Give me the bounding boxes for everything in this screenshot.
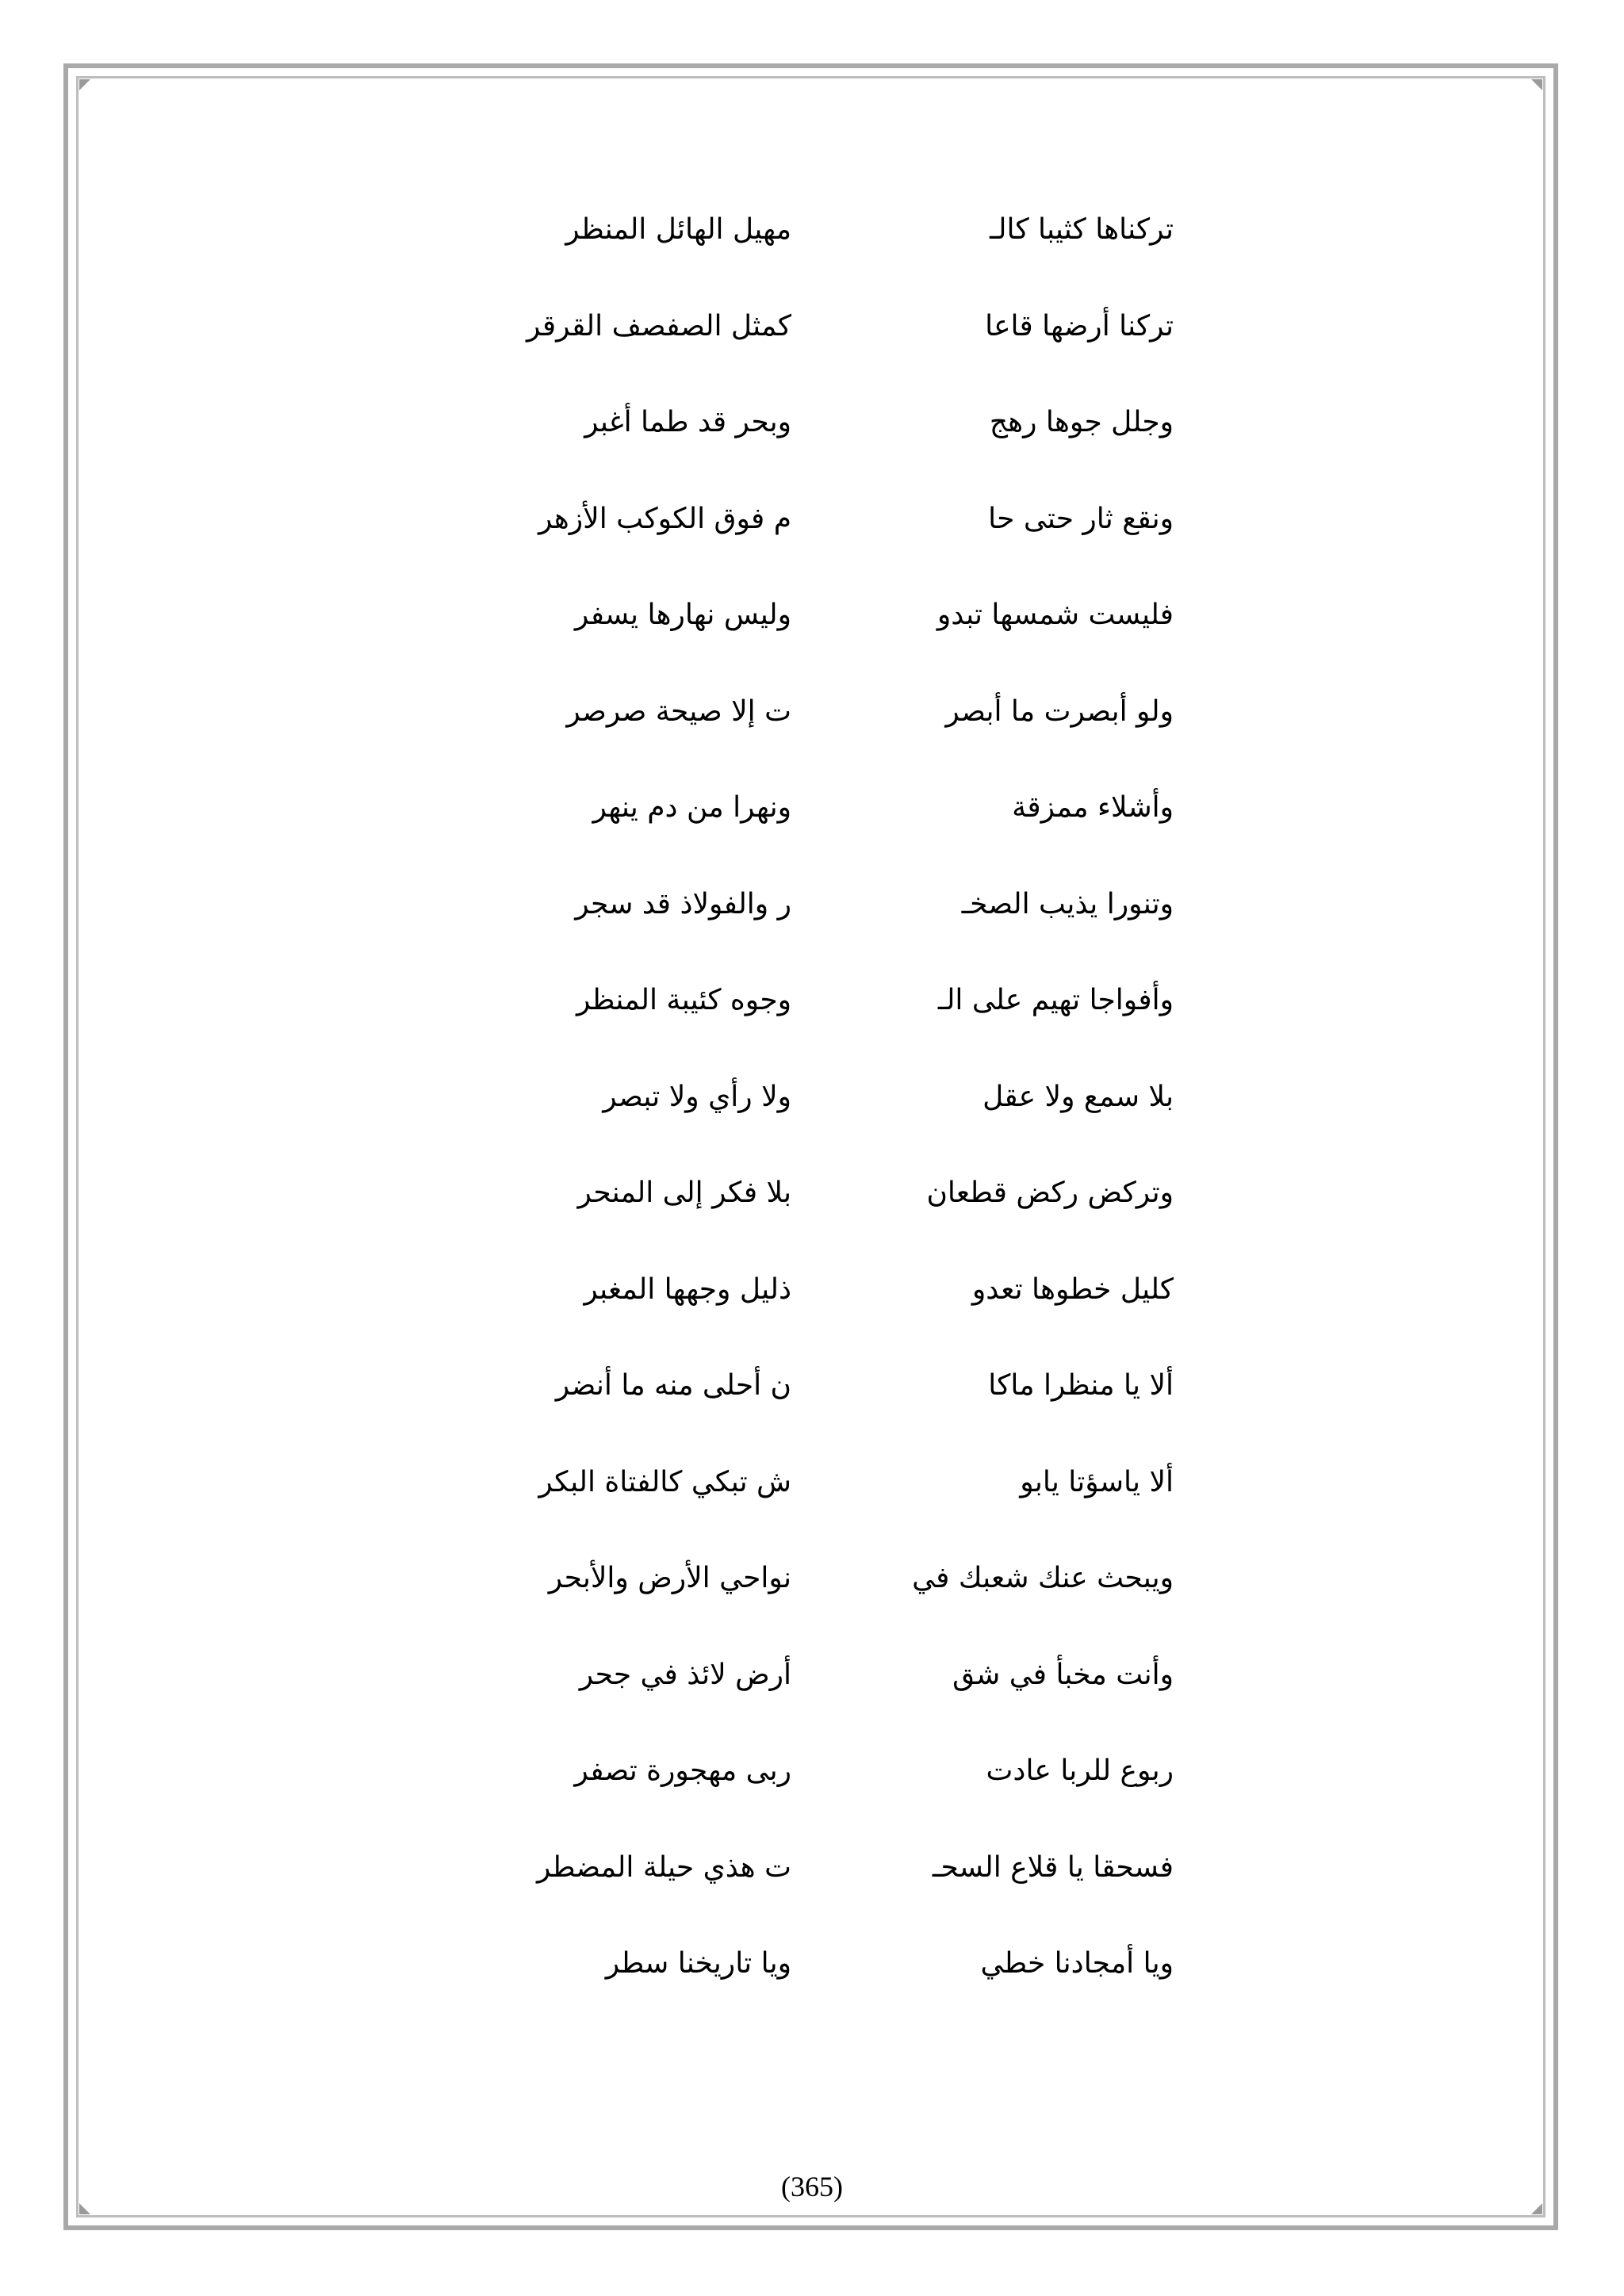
verse-second-hemistich: ولا رأي ولا تبصر: [603, 1080, 791, 1113]
verse: [474, 983, 1174, 1080]
verse-second-hemistich: ت إلا صيحة صرصر: [566, 695, 791, 728]
verse-second-hemistich: ش تبكي كالفتاة البكر: [538, 1465, 791, 1498]
verse-second-hemistich: ذليل وجهها المغبر: [584, 1272, 791, 1306]
verse-first-hemistich: فليست شمسها تبدو: [936, 599, 1174, 631]
verse-second-hemistich: ربى مهجورة تصفر: [574, 1755, 791, 1787]
corner-ornament-top-right: [1531, 79, 1542, 90]
verse-first-hemistich: وأشلاء ممزقة: [1012, 791, 1174, 824]
verse: [474, 1465, 1174, 1562]
verse: [474, 212, 1174, 309]
verse: [474, 1754, 1174, 1850]
verse-first-hemistich: بلا سمع ولا عقل: [982, 1080, 1174, 1113]
corner-ornament-bottom-right: [1531, 2203, 1542, 2214]
verse: [474, 790, 1174, 887]
verse: [474, 502, 1174, 599]
verse-first-hemistich: تركنا أرضها قاعا: [985, 309, 1174, 342]
verse-second-hemistich: مهيل الهائل المنظر: [565, 213, 791, 246]
verse-second-hemistich: وليس نهارها يسفر: [574, 599, 791, 631]
verse-first-hemistich: وأنت مخبأ في شق: [952, 1658, 1174, 1691]
verse: [474, 1080, 1174, 1177]
verse: [474, 1850, 1174, 1947]
verse: [474, 887, 1174, 984]
page-number: (365): [781, 2171, 843, 2202]
verse-first-hemistich: فسحقا يا قلاع السحـ: [932, 1850, 1174, 1884]
verse-second-hemistich: بلا فكر إلى المنحر: [577, 1177, 791, 1209]
verse-first-hemistich: ربوع للربا عادت: [986, 1755, 1174, 1787]
verse-first-hemistich: وجلل جوها رهج: [989, 406, 1174, 438]
verse-second-hemistich: وبحر قد طما أغبر: [584, 406, 791, 438]
verse: [474, 1561, 1174, 1658]
verse-second-hemistich: ت هذي حيلة المضطر: [536, 1850, 791, 1884]
verse-second-hemistich: أرض لائذ في جحر: [579, 1658, 791, 1691]
verse: [474, 1176, 1174, 1272]
verse-first-hemistich: ويا أمجادنا خطي: [980, 1947, 1174, 1980]
verse-second-hemistich: ر والفولاذ قد سجر: [575, 887, 791, 920]
verse-second-hemistich: م فوق الكوكب الأزهر: [538, 502, 791, 535]
poem: [474, 212, 1174, 2043]
verse-second-hemistich: نواحي الأرض والأبحر: [548, 1562, 791, 1594]
verse: [474, 598, 1174, 695]
verse-first-hemistich: ويبحث عنك شعبك في: [912, 1562, 1174, 1594]
verse-second-hemistich: ن أحلى منه ما أنضر: [555, 1369, 791, 1402]
verse-first-hemistich: وتنورا يذيب الصخـ: [961, 887, 1174, 920]
verse-second-hemistich: ويا تاريخنا سطر: [605, 1947, 791, 1980]
verse-second-hemistich: ونهرا من دم ينهر: [592, 791, 791, 824]
corner-ornament-bottom-left: [79, 2203, 90, 2214]
verse-first-hemistich: كليل خطوها تعدو: [971, 1272, 1174, 1306]
verse-first-hemistich: ألا يا منظرا ماكا: [988, 1369, 1174, 1402]
verse-second-hemistich: وجوه كئيبة المنظر: [576, 984, 791, 1016]
verse: [474, 405, 1174, 502]
verse: [474, 695, 1174, 791]
verse-first-hemistich: ونقع ثار حتى حا: [988, 502, 1174, 535]
verse-first-hemistich: ولو أبصرت ما أبصر: [945, 695, 1174, 728]
verse: [474, 1272, 1174, 1369]
verse: [474, 309, 1174, 406]
verse-first-hemistich: وتركض ركض قطعان: [926, 1177, 1174, 1209]
verse: [474, 1368, 1174, 1465]
verse-first-hemistich: تركناها كثيبا كالـ: [989, 213, 1174, 246]
verse: [474, 1946, 1174, 2043]
verse-first-hemistich: ألا ياسؤتا يابو: [1020, 1465, 1174, 1498]
verse-first-hemistich: وأفواجا تهيم على الـ: [937, 984, 1174, 1016]
corner-ornament-top-left: [79, 79, 90, 90]
verse: [474, 1658, 1174, 1755]
verse-second-hemistich: كمثل الصفصف القرقر: [527, 309, 791, 342]
